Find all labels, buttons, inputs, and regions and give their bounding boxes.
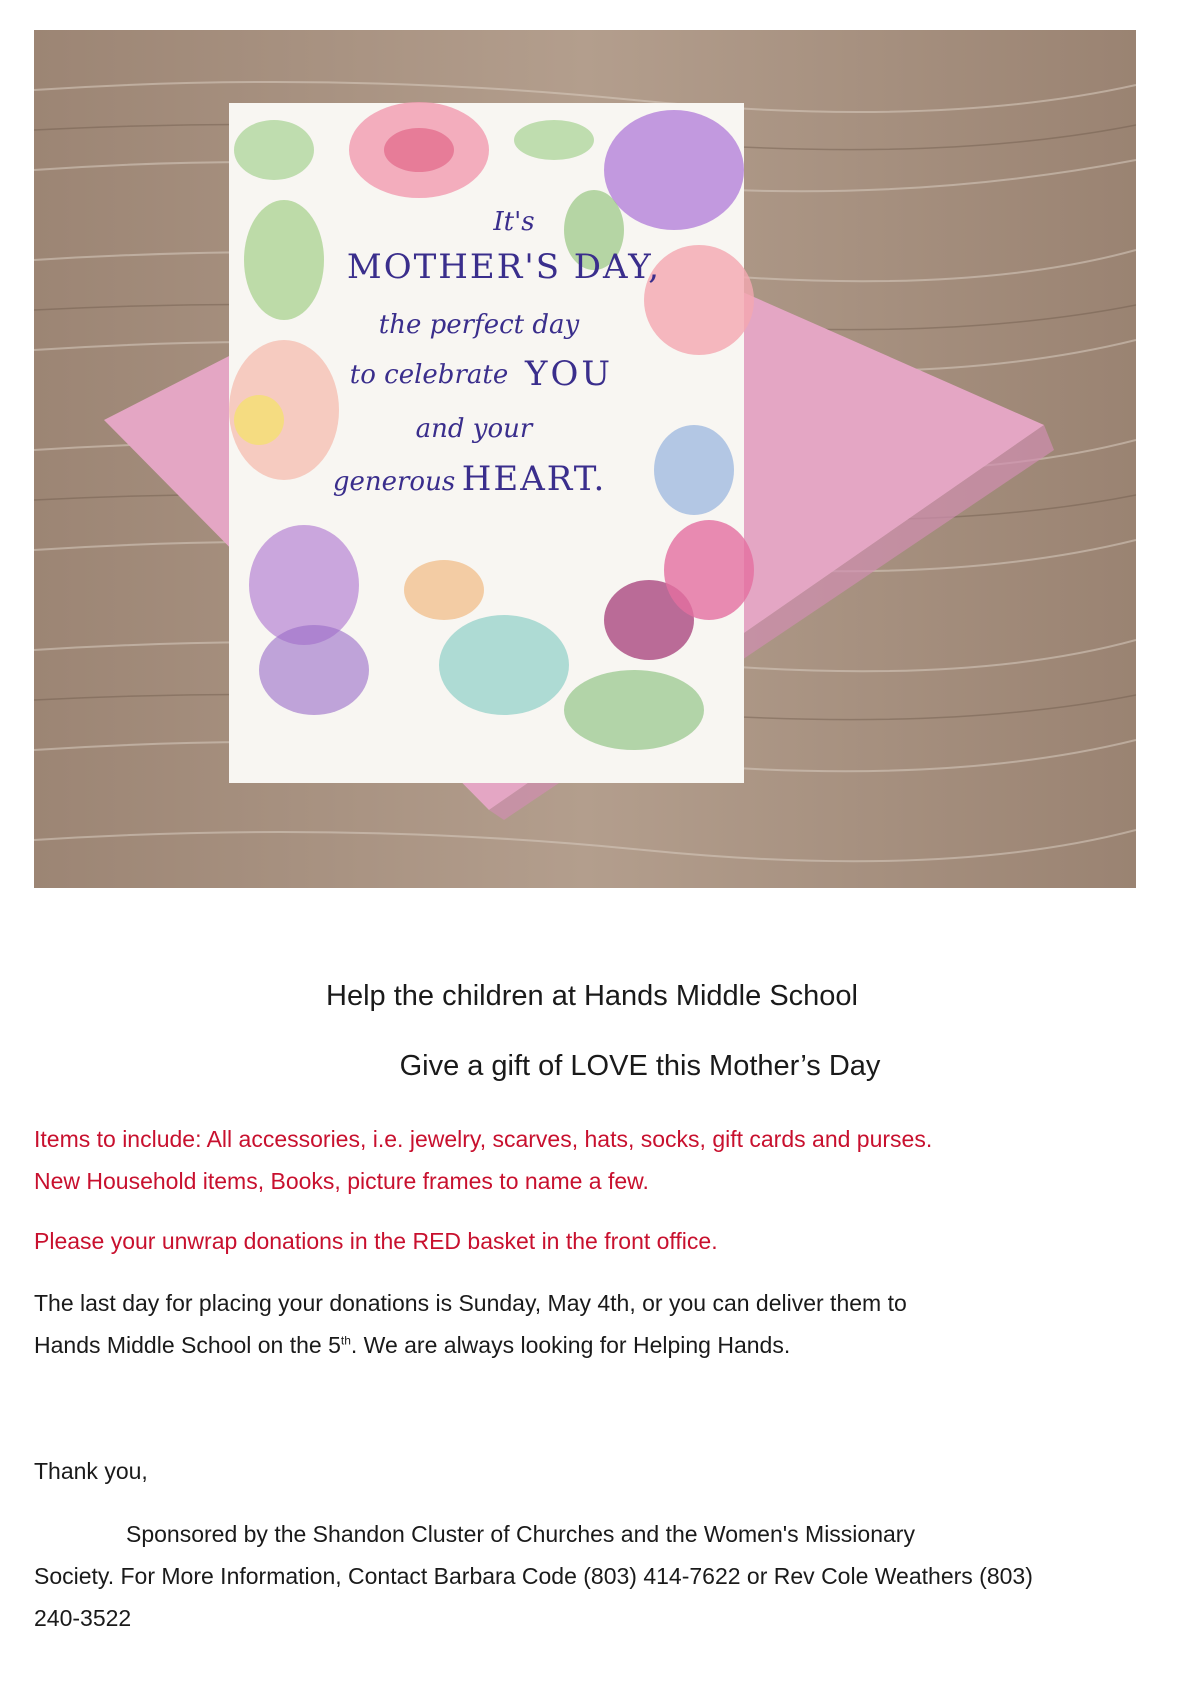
card-line-heart: HEART. [461,459,607,499]
drop-off-instructions: Please your unwrap donations in the RED basket in the front office. [34,1228,718,1254]
items-to-include [34,1118,1174,1202]
items-line-1: Items to include: All accessories, i.e. jewelry, scarves, hats, socks, gift cards and purses. [34,1126,933,1152]
deadline-superscript: th [340,1333,351,1348]
sponsor-paragraph [34,1513,1174,1639]
card-line-mothers-day: MOTHER'S DAY, [346,247,662,287]
sponsor-line-2: Society. For More Information, Contact Barbara Code (803) 414-7622 or Rev Cole Weathers (803) [34,1563,1033,1589]
sponsor-line-1: Sponsored by the Shandon Cluster of Churches and the Women's Missionary [126,1521,915,1547]
sponsor-line-3: 240-3522 [34,1605,132,1631]
deadline-line-1: The last day for placing your donations is Sunday, May 4th, or you can deliver them to [34,1290,907,1316]
card-line-and-your: and your [415,414,533,444]
deadline-paragraph [34,1282,1174,1366]
deadline-line-2a: Hands Middle School on the 5 [34,1332,341,1358]
mothers-day-card-photo [34,30,1136,888]
card-line-generous: generous [332,467,456,497]
closing-thank-you: Thank you, [34,1458,148,1484]
headline-help-children: Help the children at Hands Middle School [326,980,858,1012]
deadline-line-2b: . We are always looking for Helping Hands. [350,1332,791,1358]
headline-gift-of-love: Give a gift of LOVE this Mother’s Day [399,1050,881,1082]
card-photo-svg [34,30,1136,888]
card-line-celebrate: to celebrate [349,360,509,390]
card-line-perfect-day: the perfect day [378,310,580,340]
card-line-its: It's [493,207,535,237]
card-line-you: YOU [525,354,613,394]
items-line-2: New Household items, Books, picture frames to name a few. [34,1168,649,1194]
